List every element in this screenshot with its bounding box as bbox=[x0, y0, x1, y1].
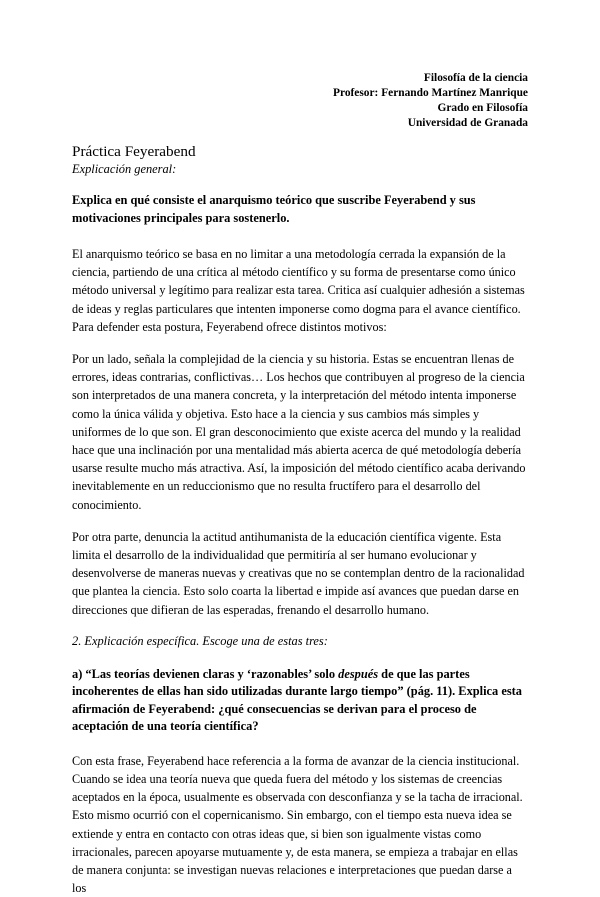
question-2 bbox=[72, 666, 528, 736]
section-1-heading: Explicación general: bbox=[72, 162, 177, 176]
question-2-part-1: a) “Las teorías devienen claras y ‘razonables’ solo bbox=[72, 666, 339, 681]
question-2-part-2: de que las partes incoherentes de ellas han sido utilizadas durante largo tiempo” (pág. 11). Explica esta afirmación de Feyerabend: ¿qué consecuencias se derivan para el proceso de aceptación de una teoría científica? bbox=[72, 666, 522, 734]
question-1: Explica en qué consiste el anarquismo teórico que suscribe Feyerabend y sus motivaciones principales para sostenerlo. bbox=[72, 193, 476, 225]
section-2-heading: 2. Explicación específica. Escoge una de estas tres: bbox=[72, 633, 328, 648]
answer-paragraph-2: Por un lado, señala la complejidad de la ciencia y su historia. Estas se encuentran llenas de errores, ideas contrarias, conflictivas… Los hechos que contribuyen al progreso de la ciencia son interpretados de una manera concreta, y la interpretación del método intenta imponerse como la única válida y objetiva. Esto hace a la ciencia y sus cambios más simples y uniformes de lo que son. El gran desconocimiento que existe acerca del mundo y la realidad hace que una inclinación por una mentalidad más abierta acerca de qué metodología debería usarse resulte mucho más atractiva. Así, la imposición del método científico acaba derivando inevitablemente en un reduccionismo que no resulta fructífero para el desarrollo del conocimiento. bbox=[72, 352, 526, 512]
course-name: Filosofía de la ciencia bbox=[423, 72, 528, 84]
answer-paragraph-3: Por otra parte, denuncia la actitud antihumanista de la educación científica vigente. Esta limita el desarrollo de la individualidad que permitiría al ser humano evolucionar y desenvolverse de maneras nuevas y creativas que no se contemplan dentro de la racionalidad que plantea la ciencia. Esto solo coarta la libertad e impide así avances que puedan darse en direcciones que difieran de las esperadas, frenando el desarrollo humano. bbox=[72, 529, 525, 617]
answer-paragraph-1: El anarquismo teórico se basa en no limitar a una metodología cerrada la expansión de la ciencia, partiendo de una crítica al método científico y su forma de presentarse como único método universal y legítimo para realizar esta tarea. Critica así cualquier adhesión a sistemas de ideas y reglas particulares que intenten imponerse como dogma para el avance científico. Para defender esta postura, Feyerabend ofrece distintos motivos: bbox=[72, 247, 525, 334]
document-header bbox=[72, 71, 528, 131]
document-title: Práctica Feyerabend bbox=[72, 143, 196, 160]
question-2-emphasis: después bbox=[338, 666, 379, 681]
professor-name: Profesor: Fernando Martínez Manrique bbox=[333, 87, 528, 99]
university-name: Universidad de Granada bbox=[407, 117, 528, 129]
answer-paragraph-4: Con esta frase, Feyerabend hace referencia a la forma de avanzar de la ciencia institucional. Cuando se idea una teoría nueva que queda fuera del método y los sistemas de creencias aceptados en la época, usualmente es observada con desconfianza y se la tacha de irracional. Esto mismo ocurrió con el copernicanismo. Sin embargo, con el tiempo esta nueva idea se extiende y entra en contacto con otras ideas que, si bien son igualmente vistas como irracionales, parecen apoyarse mutuamente y, de esta manera, se empieza a trabajar en ellas de manera conjunta: se investigan nuevas relaciones e interpretaciones que puedan darse a los bbox=[72, 753, 523, 896]
degree-name: Grado en Filosofía bbox=[437, 102, 528, 114]
